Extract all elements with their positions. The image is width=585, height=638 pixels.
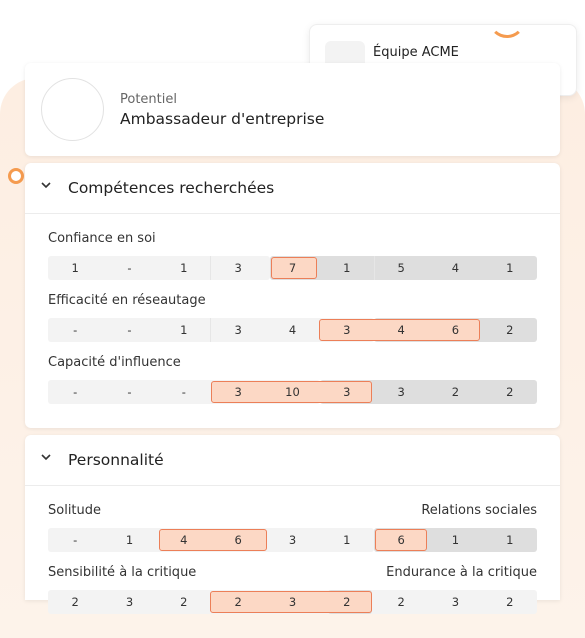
section-title: Compétences recherchées: [68, 179, 275, 197]
rating-cell[interactable]: 1: [506, 261, 514, 275]
rating-cell[interactable]: 3: [125, 595, 134, 609]
rating-cell[interactable]: -: [73, 533, 78, 547]
rating-scale: [48, 256, 537, 280]
rating-cell[interactable]: -: [127, 385, 132, 399]
rating-cell[interactable]: -: [127, 261, 132, 275]
rating-cell[interactable]: 6: [397, 533, 405, 547]
rating-scale: [48, 528, 537, 552]
rating-cell[interactable]: 3: [397, 385, 405, 399]
row-label: Capacité d'influence: [48, 355, 181, 370]
rating-cell[interactable]: 4: [397, 323, 405, 337]
rating-cell[interactable]: 4: [451, 261, 460, 275]
row-label-right: Relations sociales: [421, 503, 537, 518]
rating-cell[interactable]: 5: [397, 261, 405, 275]
row-label: Efficacité en réseautage: [48, 293, 206, 308]
profile-value: Ambassadeur d'entreprise: [120, 110, 325, 128]
rating-cell[interactable]: 2: [71, 595, 79, 609]
rating-cell[interactable]: 3: [343, 323, 351, 337]
section-header[interactable]: [25, 163, 560, 214]
rating-cell[interactable]: 2: [397, 595, 405, 609]
rating-scale: [48, 380, 537, 404]
rating-cell[interactable]: 2: [506, 595, 514, 609]
chevron-down-icon[interactable]: [40, 451, 52, 463]
rating-cell[interactable]: 3: [451, 595, 460, 609]
rating-cell[interactable]: 3: [288, 595, 297, 609]
rating-cell[interactable]: 2: [343, 595, 351, 609]
timeline-dot-icon: [8, 168, 24, 184]
rating-cell[interactable]: 2: [506, 385, 514, 399]
rating-cell[interactable]: -: [181, 385, 186, 399]
section-personnalite: [25, 435, 560, 609]
team-name: Équipe ACME: [373, 45, 459, 60]
rating-cell[interactable]: -: [73, 385, 78, 399]
avatar[interactable]: [41, 78, 104, 141]
rating-cell[interactable]: -: [73, 323, 78, 337]
chevron-down-icon[interactable]: [40, 179, 52, 191]
rating-cell[interactable]: 1: [451, 533, 460, 547]
rating-cell[interactable]: 4: [288, 323, 297, 337]
rating-cell[interactable]: 10: [285, 385, 300, 399]
rating-cell[interactable]: 3: [288, 533, 297, 547]
row-label-right: Endurance à la critique: [386, 565, 537, 580]
rating-cell[interactable]: 1: [343, 261, 351, 275]
rating-scale: [48, 318, 537, 342]
section-header[interactable]: [25, 435, 560, 486]
rating-cell[interactable]: -: [127, 323, 132, 337]
section-title: Personnalité: [68, 451, 164, 469]
rating-cell[interactable]: 1: [343, 533, 351, 547]
rating-cell[interactable]: 1: [125, 533, 134, 547]
rating-cell[interactable]: 1: [506, 533, 514, 547]
rating-scale: [48, 590, 537, 614]
rating-cell[interactable]: 3: [343, 385, 351, 399]
rating-cell[interactable]: 7: [288, 261, 297, 275]
rating-cell[interactable]: 3: [234, 323, 242, 337]
rating-cell[interactable]: 3: [234, 261, 242, 275]
rating-cell[interactable]: 4: [180, 533, 188, 547]
rating-cell[interactable]: 2: [234, 595, 242, 609]
rating-cell[interactable]: 3: [234, 385, 242, 399]
row-label-left: Solitude: [48, 503, 102, 518]
rating-cell[interactable]: 2: [506, 323, 514, 337]
profile-card: [25, 63, 560, 156]
rating-cell[interactable]: 2: [451, 385, 460, 399]
row-label: Confiance en soi: [48, 231, 156, 246]
rating-cell[interactable]: 2: [180, 595, 188, 609]
row-label-left: Sensibilité à la critique: [48, 565, 197, 580]
rating-cell[interactable]: 6: [234, 533, 242, 547]
loading-arc-icon: [489, 4, 525, 38]
rating-cell[interactable]: 1: [180, 261, 188, 275]
profile-label: Potentiel: [120, 92, 177, 107]
rating-cell[interactable]: 1: [180, 323, 188, 337]
rating-cell[interactable]: 6: [451, 323, 460, 337]
rating-cell[interactable]: 1: [71, 261, 79, 275]
section-competences: [25, 163, 560, 428]
